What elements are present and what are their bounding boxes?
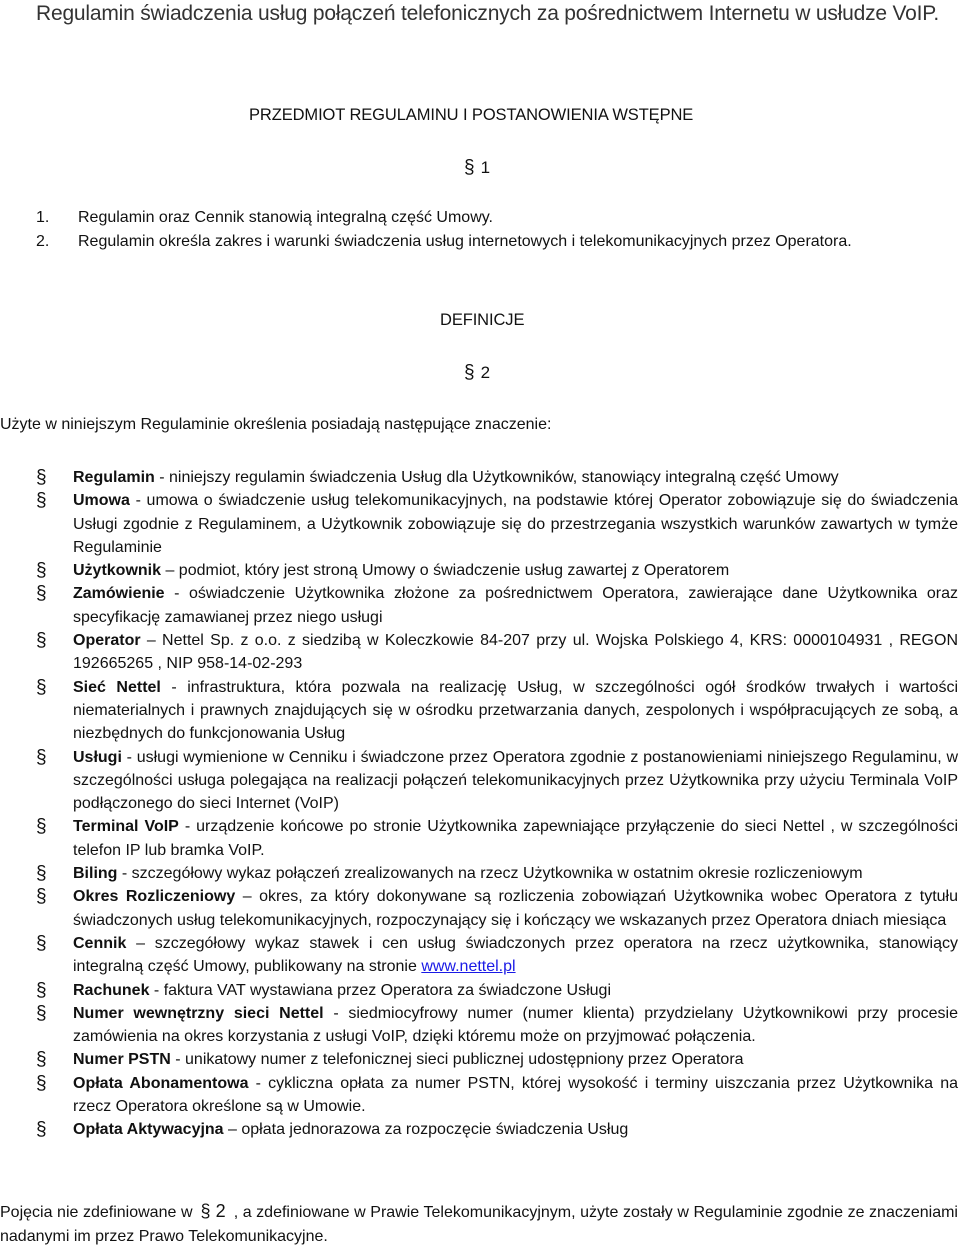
definition-term: Umowa — [73, 492, 130, 510]
paragraph-symbol-icon: § — [36, 886, 47, 908]
paragraph-symbol-icon: § — [36, 1002, 47, 1024]
section-1-heading: PRZEDMIOT REGULAMINU I POSTANOWIENIA WSTĘPNE — [249, 106, 694, 124]
definition-text: - faktura VAT wystawiana przez Operatora za świadczone Usługi — [149, 981, 611, 999]
list-item — [36, 206, 956, 230]
section-2-number — [464, 362, 490, 384]
definition-text: – Nettel Sp. z o.o. z siedzibą w Koleczkowie 84-207 przy ul. Wojska Polskiego 4, KRS: 0000104931 , REGON 192665265 , NIP 958-14-02-293 — [73, 632, 958, 673]
definition-text: - oświadczenie Użytkownika złożone za pośrednictwem Operatora, zawierające dane Użytkownika oraz specyfikację zamawianej przez niego usługi — [73, 585, 958, 626]
definition-item — [36, 885, 958, 932]
list-item-text: Regulamin oraz Cennik stanowią integralną część Umowy. — [78, 209, 493, 226]
definition-item — [36, 862, 958, 885]
definition-text: – okres, za który dokonywane są rozliczenia zobowiązań Użytkownika wobec Operatora z tytułu świadczonych usług telekomunikacyjnych, rozpoczynający się i kończący we wskazanych przez Operatora dniach miesiąca — [73, 888, 958, 929]
definition-item — [36, 1002, 958, 1049]
list-item-text: Regulamin określa zakres i warunki świadczenia usług internetowych i telekomunikacyjnych przez Operatora. — [78, 233, 852, 250]
paragraph-symbol-icon: § — [464, 157, 475, 178]
website-link[interactable]: www.nettel.pl — [421, 958, 516, 976]
definition-item — [36, 676, 958, 746]
definition-item — [36, 932, 958, 979]
definition-text: - urządzenie końcowe po stronie Użytkownika zapewniające przyłączenie do sieci Nettel , w szczególności telefon IP lub bramka VoIP. — [73, 818, 958, 859]
definition-term: Zamówienie — [73, 585, 165, 603]
definition-item — [36, 1048, 958, 1071]
section-2-heading: DEFINICJE — [440, 311, 525, 329]
paragraph-symbol-icon: § — [36, 816, 47, 838]
paragraph-symbol-icon: § — [36, 467, 47, 488]
paragraph-symbol-icon: § — [36, 583, 47, 605]
definition-term: Sieć Nettel — [73, 678, 161, 696]
definition-text: - siedmiocyfrowy numer (numer klienta) przydzielany Użytkownikowi przy procesie zamówienia na okres korzystania z usługi VoIP, dzięki któremu może on przyjmować połączenia. — [73, 1004, 958, 1046]
definition-term: Terminal VoIP — [73, 818, 179, 836]
definition-text: – podmiot, który jest stroną Umowy o świadczenie usług zawartej z Operatorem — [161, 562, 730, 580]
closing-text-end: , a zdefiniowane w Prawie Telekomunikacyjnym, użyte zostały w Regulaminie zgodnie ze znaczeniami nadanymi im przez Prawo Telekomunikacyjne. — [0, 1204, 958, 1245]
definition-term: Opłata Abonamentowa — [73, 1074, 249, 1092]
definition-text: – szczegółowy wykaz stawek i cen usług świadczonych przez operatora na rzecz użytkownika, stanowiący integralną część Umowy, publikowany na stronie — [73, 934, 958, 976]
definition-term: Numer wewnętrzny sieci Nettel — [73, 1004, 324, 1022]
definition-text: - unikatowy numer z telefonicznej sieci publicznej udostępniony przez Operatora — [170, 1051, 744, 1069]
definition-item — [36, 1072, 958, 1119]
section-number: 1 — [480, 158, 491, 177]
paragraph-symbol-icon: § — [36, 863, 47, 885]
definition-term: Użytkownik — [73, 562, 162, 580]
list-item-number: 1. — [36, 209, 50, 226]
definitions-list — [36, 466, 958, 1142]
paragraph-symbol-icon: § — [36, 932, 47, 954]
paragraph-symbol-icon: § — [36, 1072, 47, 1094]
definition-text: - umowa o świadczenie usług telekomunikacyjnych, na podstawie której Operator zobowiązuje się do świadczenia Usługi zgodnie z Regulaminem, a Użytkownik zobowiązuje się do przestrzegania wszystkich warunków zawartych w tymże Regulaminie — [73, 492, 958, 556]
definition-term: Opłata Aktywacyjna — [73, 1121, 224, 1139]
closing-paragraph — [0, 1199, 958, 1249]
definition-item — [36, 559, 958, 582]
definition-item — [36, 979, 958, 1002]
closing-text-start: Pojęcia nie zdefiniowane w — [0, 1204, 193, 1221]
list-item-number: 2. — [36, 233, 50, 250]
definition-item — [36, 629, 958, 676]
paragraph-symbol-icon: § — [36, 1119, 47, 1141]
section-1-list — [36, 206, 956, 254]
section-number: 2 — [480, 363, 491, 382]
document-title: Regulamin świadczenia usług połączeń telefonicznych za pośrednictwem Internetu w usłudze VoIP. — [36, 2, 940, 25]
definition-term: Operator — [73, 632, 141, 650]
definition-text: - infrastruktura, która pozwala na realizację Usług, w szczególności ogół środków trwałych i wartości niematerialnych i prawnych znajdujących się w ośrodku przetwarzania danych, zespolonych i współpracujących ze sobą, a niezbędnych do funkcjonowania Usług — [73, 678, 959, 743]
definition-item — [36, 746, 958, 816]
definition-item — [36, 815, 958, 862]
definition-term: Usługi — [73, 748, 122, 766]
definition-text: - cykliczna opłata za numer PSTN, której wysokość i terminy uiszczania przez Użytkownika na rzecz Operatora określone są w Umowie. — [73, 1074, 958, 1116]
definition-item — [36, 582, 958, 629]
definition-text: - szczegółowy wykaz połączeń zrealizowanych na rzecz Użytkownika w ostatnim okresie rozliczeniowym — [117, 865, 863, 883]
paragraph-symbol-icon: § — [36, 1049, 47, 1071]
definition-text: - usługi wymienione w Cenniku i świadczone przez Operatora zgodnie z postanowieniami niniejszego Regulaminu, w szczególności usługa polegająca na realizacji połączeń telekomunikacyjnych przez Użytkownika przy użyciu Terminala VoIP podłączonego do sieci Internet (VoIP) — [73, 748, 958, 813]
definition-text: – opłata jednorazowa za rozpoczęcie świadczenia Usług — [223, 1121, 629, 1139]
paragraph-symbol-icon: § — [36, 560, 47, 582]
definition-item — [36, 466, 958, 489]
definition-term: Rachunek — [73, 981, 150, 999]
paragraph-symbol-icon: § — [36, 746, 47, 768]
definition-text: - niniejszy regulamin świadczenia Usług dla Użytkowników, stanowiący integralną część Umowy — [154, 469, 839, 486]
definition-term: Regulamin — [73, 469, 155, 486]
paragraph-symbol-icon: § — [36, 490, 47, 512]
paragraph-symbol-icon: § — [464, 362, 475, 383]
definition-term: Okres Rozliczeniowy — [73, 888, 236, 906]
paragraph-symbol-icon: § — [36, 676, 47, 698]
definition-term: Numer PSTN — [73, 1051, 171, 1069]
paragraph-symbol-icon: § 2 — [200, 1201, 226, 1221]
definition-item — [36, 1118, 958, 1141]
definition-term: Biling — [73, 865, 118, 883]
section-1-number — [464, 157, 490, 179]
paragraph-symbol-icon: § — [36, 630, 47, 652]
definition-term: Cennik — [73, 934, 127, 952]
definitions-intro: Użyte w niniejszym Regulaminie określenia posiadają następujące znaczenie: — [0, 416, 552, 433]
list-item — [36, 230, 956, 254]
definition-item — [36, 489, 958, 559]
paragraph-symbol-icon: § — [36, 979, 47, 1001]
